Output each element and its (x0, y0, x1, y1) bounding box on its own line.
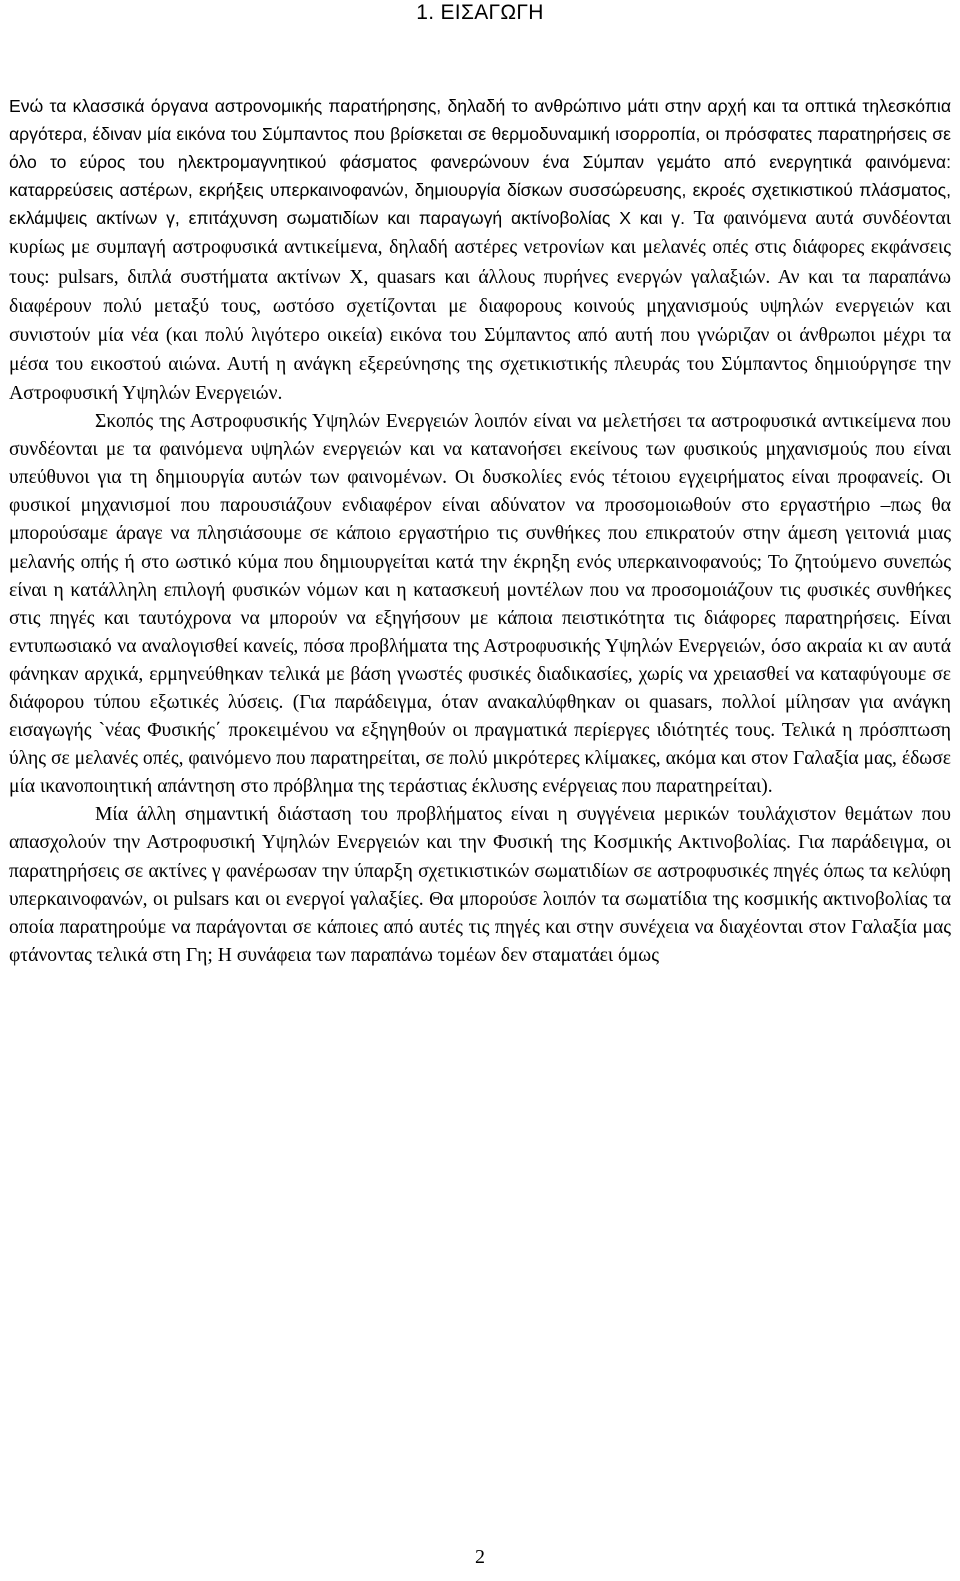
paragraph-1 (9, 92, 951, 408)
paragraph-2: Σκοπός της Αστροφυσικής Υψηλών Ενεργειών λοιπόν είναι να μελετήσει τα αστροφυσικά αντικείμενα που συνδέονται με τα φαινόμενα υψηλών ενεργειών και να κατανοήσει εκείνους των φυσικούς μηχανισμούς που είναι υπεύθυνοι για τη δημιουργία αυτών των φαινομένων. Οι δυσκολίες ενός τέτοιου εγχειρήματος είναι προφανείς. Οι φυσικοί μηχανισμοί που παρουσιάζουν ενδιαφέρον είναι αδύνατον να προσομοιωθούν στο εργαστήριο –πως θα μπορούσαμε άραγε να πλησιάσουμε σε κάποιο εργαστήριο τις συνθήκες που επικρατούν στην άμεση γειτονιά μιας μελανής οπής ή στο ωστικό κύμα που δημιουργείται κατά την έκρηξη ενός υπερκαινοφανούς; Το ζητούμενο συνεπώς είναι η κατάλληλη επιλογή φυσικών νόμων και η κατασκευή μοντέλων που να προσομοιάζουν τις φυσικές συνθήκες στις πηγές και ταυτόχρονα να μπορούν να εξηγήσουν με κάποια πειστικότητα τις διάφορες παρατηρήσεις. Είναι εντυπωσιακό να αναλογισθεί κανείς, πόσα προβλήματα της Αστροφυσικής Υψηλών Ενεργειών, όσο ακραία κι αν αυτά φάνηκαν αρχικά, ερμηνεύθηκαν τελικά με βάση γνωστές φυσικές διαδικασίες, χωρίς να χρειασθεί να καταφύγουμε σε διάφορου τύπου εξωτικές λύσεις. (Για παράδειγμα, όταν ανακαλύφθηκαν οι quasars, πολλοί μίλησαν για ανάγκη εισαγωγής `νέας Φυσικής΄ προκειμένου να εξηγηθούν οι πραγματικά περίεργες ιδιότητές τους. Τελικά η πρόσπτωση ύλης σε μελανές οπές, φαινόμενο που παρατηρείται, σε πολύ μικρότερες κλίμακες, ακόμα και στον Γαλαξία μας, έδωσε μία ικανοποιητική απάντηση στο πρόβλημα της τεράστιας έκλυσης ενέργειας που παρατηρείται). (9, 411, 951, 798)
page-title: 1. ΕΙΣΑΓΩΓΗ (416, 1, 544, 24)
paragraph-1-opening: Ενώ τα κλασσικά όργανα αστρονομικής παρατήρησης, δηλαδή το ανθρώπινο μάτι στην αρχή και τα οπτικά τηλεσκόπια αργότερα, έδιναν μία εικόνα του Σύμπαντος που βρίσκεται σε θερμοδυναμική ισορροπία, οι πρόσφατες παρατηρήσεις σε όλο το εύρος του ηλεκτρομαγνητικού φάσματος φανερώνουν ένα Σύμπαν γεμάτο από ενεργητικά φαινόμενα: καταρρεύσεις αστέρων, εκρήξεις υπερκαινοφανών, δημιουργία δίσκων συσσώρευσης, εκροές σχετικιστικού πλάσματος, εκλάμψεις ακτίνων γ, επιτάχυνση σωματιδίων και παραγωγή ακτίνοβολίας Χ και γ. (9, 96, 951, 229)
body-text (9, 92, 951, 970)
paragraph-3: Μία άλλη σημαντική διάσταση του προβλήματος είναι η συγγένεια μερικών τουλάχιστον θεμάτων που απασχολούν την Αστροφυσική Υψηλών Ενεργειών και την Φυσική της Κοσμικής Ακτινοβολίας. Για παράδειγμα, οι παρατηρήσεις σε ακτίνες γ φανέρωσαν την ύπαρξη σχετικιστικών σωματιδίων σε αστροφυσικές πηγές όπως τα κελύφη υπερκαινοφανών, οι pulsars και οι ενεργοί γαλαξίες. Θα μπορούσε λοιπόν τα σωματίδια της κοσμικής ακτινοβολίας τα οποία παρατηρούμε να παράγονται σε κάποιες από αυτές τις πηγές και στην συνέχεια να διαχέονται στον Γαλαξία μας φτάνοντας τελικά στη Γη; Η συνάφεια των παραπάνω τομέων δεν σταματάει όμως (9, 804, 951, 966)
page-number: 2 (475, 1546, 485, 1568)
paragraph-1-rest: Τα φαινόμενα αυτά συνδέονται κυρίως με συμπαγή αστροφυσικά αντικείμενα, δηλαδή αστέρες νετρονίων και μελανές οπές στις διάφορες εκφάνσεις τους: pulsars, διπλά συστήματα ακτίνων Χ, quasars και άλλους πυρήνες ενεργών γαλαξιών. Αν και τα παραπάνω διαφέρουν πολύ μεταξύ τους, ωστόσο σχετίζονται με διαφορους κοινούς μηχανισμούς υψηλών ενεργειών και συνιστούν μία νέα (και πολύ λιγότερο οικεία) εικόνα του Σύμπαντος από αυτή που γνώριζαν οι άνθρωποι μέχρι τα μέσα του εικοστού αιώνα. Αυτή η ανάγκη εξερεύνησης της σχετικιστικής πλευράς του Σύμπαντος δημιούργησε την Αστροφυσική Υψηλών Ενεργειών. (9, 208, 952, 404)
